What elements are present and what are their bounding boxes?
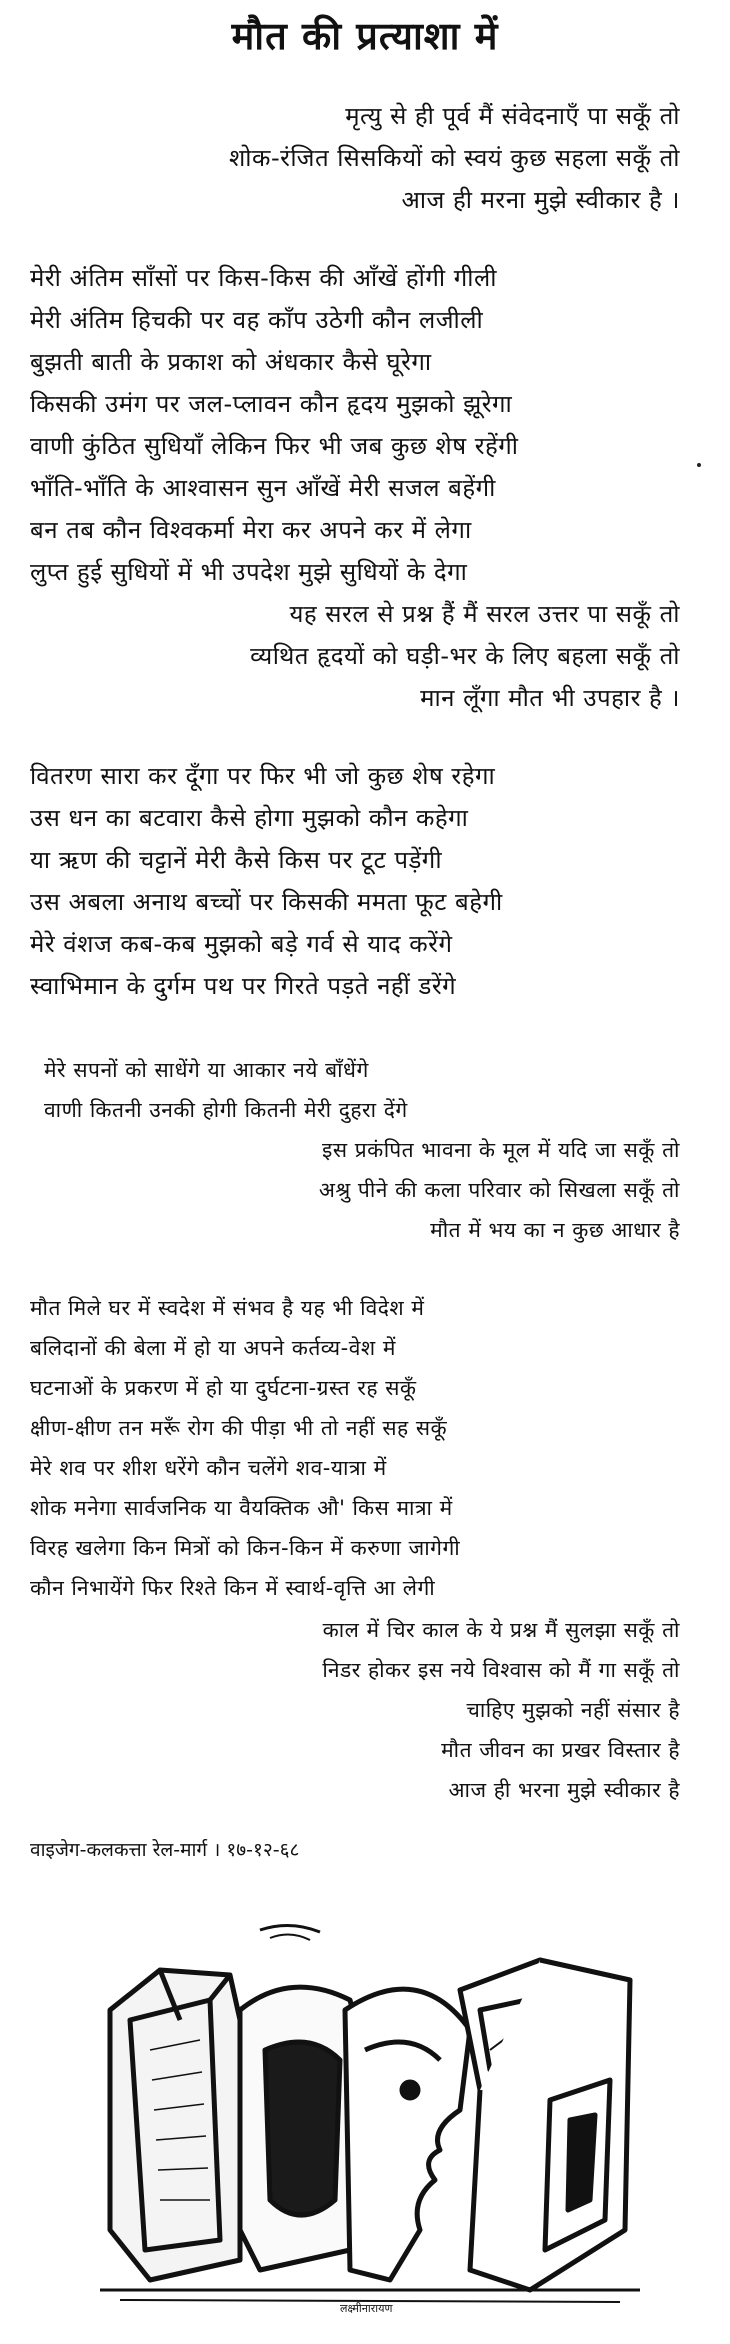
poem-line: स्वाभिमान के दुर्गम पथ पर गिरते पड़ते नहीं डरेंगे xyxy=(30,972,457,1000)
poem-line: अश्रु पीने की कला परिवार को सिखला सकूँ तो xyxy=(318,1178,680,1202)
poem-line: वाणी कुंठित सुधियाँ लेकिन फिर भी जब कुछ शेष रहेंगी xyxy=(30,432,519,460)
poem-line: मौत मिले घर में स्वदेश में संभव है यह भी विदेश में xyxy=(30,1296,425,1320)
poem-line: भाँति-भाँति के आश्वासन सुन आँखें मेरी सजल बहेंगी xyxy=(30,474,496,502)
poem-line: घटनाओं के प्रकरण में हो या दुर्घटना-ग्रस्त रह सकूँ xyxy=(30,1376,417,1400)
poem-line: आज ही मरना मुझे स्वीकार है । xyxy=(401,186,680,214)
poem-line: उस अबला अनाथ बच्चों पर किसकी ममता फूट बहेगी xyxy=(30,888,503,916)
poem-line: बन तब कौन विश्वकर्मा मेरा कर अपने कर में लेगा xyxy=(30,516,472,544)
stray-mark xyxy=(697,463,701,467)
poem-line: व्यथित हृदयों को घड़ी-भर के लिए बहला सकूँ तो xyxy=(250,642,680,670)
artist-signature: लक्ष्मीनारायण xyxy=(340,2302,393,2315)
poem-line: निडर होकर इस नये विश्वास को मैं गा सकूँ तो xyxy=(322,1658,680,1682)
poem-line: काल में चिर काल के ये प्रश्न मैं सुलझा सकूँ तो xyxy=(322,1618,680,1642)
poem-line: बलिदानों की बेला में हो या अपने कर्तव्य-वेश में xyxy=(30,1336,396,1360)
poem-line: बुझती बाती के प्रकाश को अंधकार कैसे घूरेगा xyxy=(30,348,432,376)
poem-line: मेरे वंशज कब-कब मुझको बड़े गर्व से याद करेंगे xyxy=(30,930,453,958)
poem-line: शोक मनेगा सार्वजनिक या वैयक्तिक औ' किस मात्रा में xyxy=(30,1496,453,1520)
poem-line: मेरे शव पर शीश धरेंगे कौन चलेंगे शव-यात्रा में xyxy=(30,1456,387,1480)
poem-line: शोक-रंजित सिसकियों को स्वयं कुछ सहला सकूँ तो xyxy=(228,144,680,172)
poem-line: किसकी उमंग पर जल-प्लावन कौन हृदय मुझको झूरेगा xyxy=(30,390,513,418)
poem-line: मौत में भय का न कुछ आधार है xyxy=(430,1218,680,1242)
poem-line: विरह खलेगा किन मित्रों को किन-किन में करुणा जागेगी xyxy=(30,1536,461,1560)
poem-line: आज ही भरना मुझे स्वीकार है xyxy=(448,1778,680,1802)
poem-line: मेरी अंतिम साँसों पर किस-किस की आँखें होंगी गीली xyxy=(30,264,497,292)
poem-line: मृत्यु से ही पूर्व मैं संवेदनाएँ पा सकूँ तो xyxy=(345,102,680,130)
poem-line: उस धन का बटवारा कैसे होगा मुझको कौन कहेगा xyxy=(30,804,469,832)
poem-line: कौन निभायेंगे फिर रिश्ते किन में स्वार्थ-वृत्ति आ लेगी xyxy=(30,1576,436,1600)
poem-line: चाहिए मुझको नहीं संसार है xyxy=(466,1698,680,1722)
poem-line: वाणी कितनी उनकी होगी कितनी मेरी दुहरा देंगे xyxy=(44,1098,408,1122)
poem-line: क्षीण-क्षीण तन मरूँ रोग की पीड़ा भी तो नहीं सह सकूँ xyxy=(30,1416,448,1440)
poem-line: मेरे सपनों को साधेंगे या आकार नये बाँधेंगे xyxy=(44,1058,369,1082)
poem-line: या ऋण की चट्टानें मेरी कैसे किस पर टूट पड़ेंगी xyxy=(30,846,443,874)
poem-line: मान लूँगा मौत भी उपहार है । xyxy=(420,684,680,712)
poem-line: मौत जीवन का प्रखर विस्तार है xyxy=(441,1738,680,1762)
poem-line: लुप्त हुई सुधियों में भी उपदेश मुझे सुधियों के देगा xyxy=(30,558,468,586)
poem-line: मेरी अंतिम हिचकी पर वह काँप उठेगी कौन लजीली xyxy=(30,306,484,334)
poem-title: मौत की प्रत्याशा में xyxy=(231,14,499,58)
ink-illustration xyxy=(90,1900,650,2320)
place-date-footer: वाइजेग-कलकत्ता रेल-मार्ग । १७-१२-६८ xyxy=(30,1839,300,1861)
poem-line: यह सरल से प्रश्न हैं मैं सरल उत्तर पा सकूँ तो xyxy=(289,600,680,628)
poem-line: वितरण सारा कर दूँगा पर फिर भी जो कुछ शेष रहेगा xyxy=(30,762,496,790)
poem-line: इस प्रकंपित भावना के मूल में यदि जा सकूँ तो xyxy=(322,1138,680,1162)
